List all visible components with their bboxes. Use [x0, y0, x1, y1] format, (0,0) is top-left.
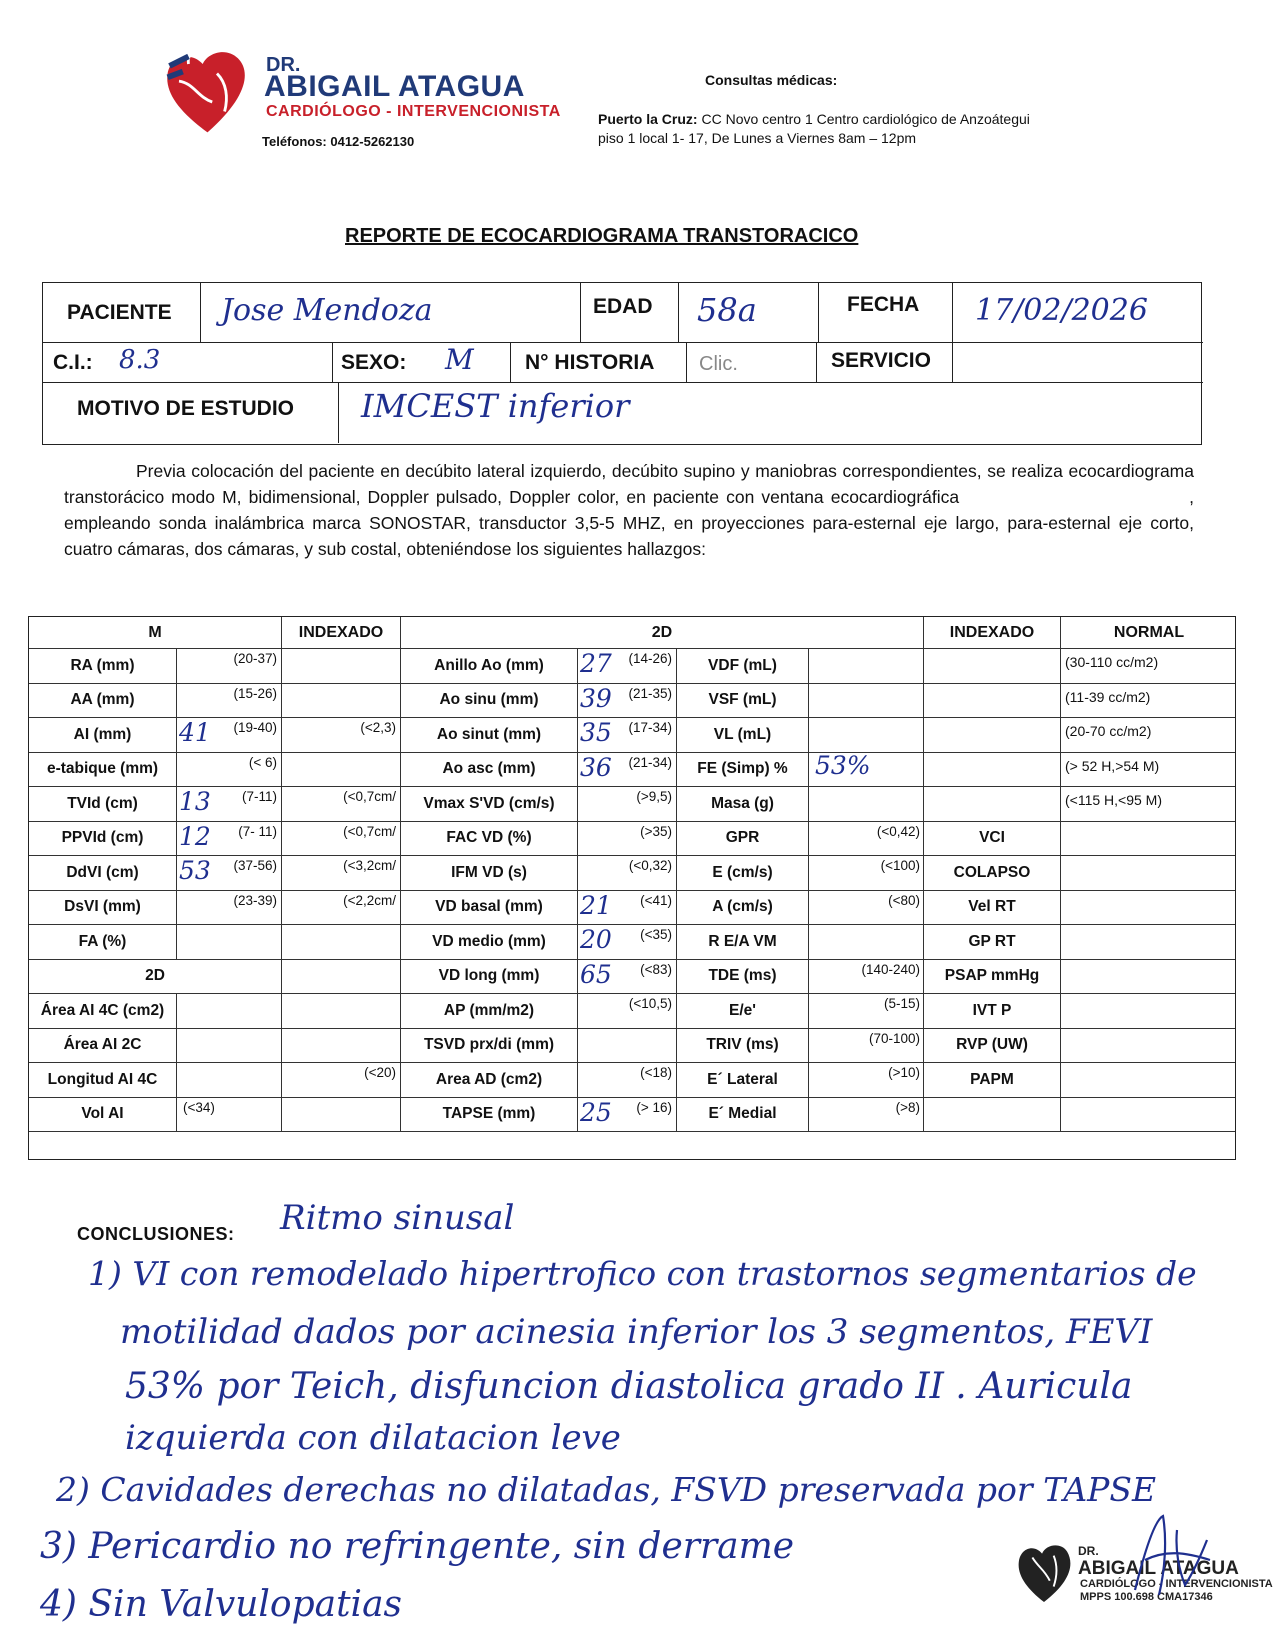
vci-label: PAPM	[924, 1063, 1061, 1098]
twod-left-indexed	[282, 994, 400, 996]
doctor-phone: Teléfonos: 0412-5262130	[262, 134, 415, 149]
twod-mid-value-cell[interactable]	[578, 1098, 677, 1133]
twod-mid-range: (>35)	[640, 823, 672, 839]
address-city: Puerto la Cruz:	[598, 111, 698, 127]
twod-right-label: E´ Medial	[677, 1098, 809, 1133]
blank-cell	[924, 1098, 1061, 1133]
twod-mid-range: (<83)	[640, 961, 672, 977]
normal-blank-cell[interactable]	[1061, 925, 1236, 960]
twod-mid-value: 25	[580, 1097, 612, 1127]
twod-left-label: Longitud AI 4C	[29, 1063, 177, 1098]
twod-mid-label: Ao sinut (mm)	[401, 718, 578, 753]
twod-left-indexed-cell[interactable]	[282, 1063, 401, 1098]
doctor-name: ABIGAIL ATAGUA	[264, 70, 525, 103]
measurements-table	[28, 616, 1236, 1160]
twod-left-range	[177, 994, 281, 996]
twod-left-range	[177, 1063, 281, 1065]
m-row-value-cell[interactable]	[177, 787, 282, 822]
age-value: 58a	[697, 291, 757, 329]
twod-right-range: (<0,42)	[876, 823, 920, 839]
twod-right-value-cell[interactable]	[809, 750, 924, 788]
twod-mid-value-cell[interactable]	[578, 753, 677, 788]
twod-mid-value-cell[interactable]	[578, 960, 677, 995]
twod-right-range: (>10)	[888, 1065, 920, 1080]
twod-right-range: (140-240)	[861, 961, 920, 977]
m-row-range: (20-37)	[233, 651, 277, 666]
twod-mid-range: (> 16)	[636, 1099, 672, 1115]
twod-mid-range: (<10,5)	[628, 996, 672, 1011]
ci-label: C.I.:	[53, 351, 93, 374]
vci-label: IVT P	[924, 994, 1061, 1029]
m-row-indexed	[282, 684, 400, 686]
twod-mid-value-cell[interactable]	[578, 856, 677, 891]
twod-right-range-cell	[809, 1029, 924, 1064]
twod-right-label: E´ Lateral	[677, 1063, 809, 1098]
twod-right-range-cell	[809, 891, 924, 926]
normal-cell: (30-110 cc/m2)	[1061, 649, 1236, 684]
m-row-label: AA (mm)	[29, 684, 177, 719]
history-label: N° HISTORIA	[525, 351, 655, 374]
twod-mid-range: (21-35)	[628, 685, 672, 701]
twod-right-range-cell	[809, 1098, 924, 1133]
twod-right-label: TDE (ms)	[677, 960, 809, 995]
blank-cell	[282, 960, 401, 995]
conclusion-line: 3) Pericardio no refringente, sin derrame	[40, 1526, 795, 1567]
m-row-range: (15-26)	[233, 685, 277, 701]
heart-logo-icon	[160, 45, 255, 140]
m-row-range: (< 6)	[248, 754, 277, 770]
date-label: FECHA	[847, 293, 920, 316]
normal-blank-cell[interactable]	[1061, 856, 1236, 891]
twod-mid-label: Ao sinu (mm)	[401, 684, 578, 719]
m-row-indexed: (<0,7cm/	[343, 789, 396, 804]
twod-right-value-cell[interactable]	[809, 649, 924, 684]
twod-mid-value-cell[interactable]	[578, 822, 677, 857]
twod-mid-value: 36	[580, 752, 612, 782]
twod-right-value: 53%	[815, 750, 871, 780]
m-row-value-cell[interactable]	[177, 753, 282, 788]
vci-label: COLAPSO	[924, 856, 1061, 891]
m-row-value-cell[interactable]	[177, 925, 282, 960]
twod-right-range-cell	[809, 822, 924, 857]
twod-right-value-cell[interactable]	[809, 718, 924, 753]
m-row-value-cell[interactable]	[177, 856, 282, 891]
normal-cell: (<115 H,<95 M)	[1061, 787, 1236, 822]
intro-part-2: , empleando sonda inalámbrica marca SONOSTAR, transductor 3,5-5 MHZ, en proyecciones para-esternal eje largo, para-esternal eje corto, cuatro cámaras, dos cámaras, y sub costal, obteniéndose los siguientes hallazgos:	[64, 487, 1194, 559]
m-row-range	[177, 925, 281, 927]
reason-value-cell[interactable]	[339, 383, 1203, 443]
conclusion-line: motilidad dados por acinesia inferior los 3 segmentos, FEVI	[120, 1312, 1153, 1352]
twod-left-indexed	[282, 1098, 400, 1100]
normal-blank-cell[interactable]	[1061, 994, 1236, 1029]
vci-label: GP RT	[924, 925, 1061, 960]
twod-mid-value-cell[interactable]	[578, 1063, 677, 1098]
twod-mid-value-cell[interactable]	[578, 891, 677, 926]
twod-mid-range: (<35)	[640, 927, 672, 942]
twod-left-indexed-cell[interactable]	[282, 994, 401, 1029]
twod-mid-value-cell[interactable]	[578, 994, 677, 1029]
address-line-2: piso 1 local 1- 17, De Lunes a Viernes 8am – 12pm	[598, 130, 917, 146]
stamp-specialty: CARDIÓLOGO - INTERVENCIONISTA	[1080, 1578, 1273, 1590]
twod-mid-label: Vmax S'VD (cm/s)	[401, 787, 578, 822]
conclusion-line: 53% por Teich, disfuncion diastolica grado II . Auricula	[125, 1366, 1133, 1407]
twod-right-range: (70-100)	[868, 1030, 920, 1046]
sex-cell[interactable]	[333, 343, 511, 383]
m-row-indexed-cell[interactable]	[282, 684, 401, 719]
consult-title: Consultas médicas:	[705, 72, 838, 88]
service-label: SERVICIO	[831, 349, 931, 372]
header-normal: NORMAL	[1061, 617, 1236, 649]
vci-label: PSAP mmHg	[924, 960, 1061, 995]
twod-mid-range: (<0,32)	[628, 858, 672, 873]
twod-right-range-cell	[809, 994, 924, 1029]
normal-blank-cell[interactable]	[1061, 960, 1236, 995]
patient-label: PACIENTE	[67, 301, 172, 324]
intro-part-1: Previa colocación del paciente en decúbito lateral izquierdo, decúbito supino y maniobras correspondientes, se realiza ecocardiograma transtorácico modo M, bidimensional, Doppler pulsado, Doppler color, en paciente con ventana ecocardiográfica	[64, 461, 1194, 507]
twod-mid-label: VD long (mm)	[401, 960, 578, 995]
history-label-cell	[511, 343, 687, 383]
m-row-range: (23-39)	[233, 892, 277, 908]
normal-blank-cell[interactable]	[1061, 1063, 1236, 1098]
twod-mid-label: FAC VD (%)	[401, 822, 578, 857]
reason-value: IMCEST inferior	[361, 387, 630, 425]
report-title: REPORTE DE ECOCARDIOGRAMA TRANSTORACICO	[345, 225, 859, 247]
twod-mid-label: AP (mm/m2)	[401, 994, 578, 1029]
twod-mid-value: 65	[580, 959, 612, 989]
twod-mid-label: IFM VD (s)	[401, 856, 578, 891]
twod-left-label: Área AI 4C (cm2)	[29, 994, 177, 1029]
twod-mid-label: Ao asc (mm)	[401, 753, 578, 788]
conclusion-line: 4) Sin Valvulopatias	[40, 1584, 403, 1625]
patient-name: Jose Mendoza	[221, 293, 433, 328]
patient-name-cell[interactable]	[201, 283, 581, 343]
m-row-value-cell[interactable]	[177, 649, 282, 684]
twod-mid-range: (<18)	[640, 1065, 672, 1080]
m-row-value: 53	[179, 856, 211, 885]
m-row-indexed	[282, 753, 400, 755]
m-row-value-cell[interactable]	[177, 718, 282, 753]
m-row-value: 12	[179, 821, 211, 851]
twod-subheader: 2D	[29, 960, 282, 995]
twod-mid-value: 20	[580, 925, 612, 954]
twod-left-value-cell[interactable]	[177, 994, 282, 1029]
indexed-2-cell[interactable]	[924, 649, 1061, 684]
reason-label: MOTIVO DE ESTUDIO	[77, 397, 295, 420]
m-row-indexed-cell[interactable]	[282, 891, 401, 926]
normal-cell: (11-39 cc/m2)	[1061, 684, 1236, 719]
m-row-label: RA (mm)	[29, 649, 177, 684]
twod-right-value-cell[interactable]	[809, 787, 924, 822]
vci-label: Vel RT	[924, 891, 1061, 926]
m-row-indexed-cell[interactable]	[282, 856, 401, 891]
twod-mid-value-cell[interactable]	[578, 787, 677, 822]
twod-mid-value-cell[interactable]	[578, 925, 677, 960]
m-row-value-cell[interactable]	[177, 822, 282, 857]
twod-mid-range: (>9,5)	[636, 789, 672, 804]
m-row-label: DdVI (cm)	[29, 856, 177, 891]
twod-left-value-cell[interactable]	[177, 1098, 282, 1133]
consult-address	[598, 110, 1058, 148]
twod-right-label: VSF (mL)	[677, 684, 809, 719]
conclusions-label: CONCLUSIONES:	[77, 1224, 235, 1244]
twod-left-indexed	[282, 1029, 400, 1031]
normal-blank-cell[interactable]	[1061, 1029, 1236, 1064]
twod-right-label: E/e'	[677, 994, 809, 1029]
m-row-indexed: (<2,2cm/	[343, 892, 396, 908]
signature	[1115, 1510, 1225, 1600]
stamp-license: MPPS 100.698 CMA17346	[1080, 1591, 1213, 1603]
twod-mid-range	[578, 1029, 676, 1031]
indexed-2-cell[interactable]	[924, 684, 1061, 719]
twod-mid-value-cell[interactable]	[578, 684, 677, 719]
address-line-1: CC Novo centro 1 Centro cardiológico de Anzoátegui	[697, 111, 1030, 127]
twod-left-indexed-cell[interactable]	[282, 1098, 401, 1133]
m-row-indexed	[282, 649, 400, 651]
ci-value: 8.3	[119, 345, 161, 375]
twod-right-label: VDF (mL)	[677, 649, 809, 684]
indexed-2-cell[interactable]	[924, 753, 1061, 788]
sex-value: M	[445, 343, 474, 376]
twod-mid-value-cell[interactable]	[578, 649, 677, 684]
m-row-value: 13	[179, 787, 211, 816]
m-row-value: 41	[179, 718, 211, 747]
vci-label: VCI	[924, 822, 1061, 857]
stamp-doctor-name: ABIGAIL ATAGUA	[1078, 1558, 1239, 1579]
date-label-cell	[819, 283, 953, 343]
normal-cell: (> 52 H,>54 M)	[1061, 753, 1236, 788]
service-label-cell	[817, 343, 953, 383]
twod-right-range: (<80)	[888, 892, 920, 908]
doctor-specialty: CARDIÓLOGO - INTERVENCIONISTA	[266, 103, 561, 120]
header-indexado-2: INDEXADO	[924, 617, 1061, 649]
twod-right-label: E (cm/s)	[677, 856, 809, 891]
twod-mid-value: 21	[580, 890, 612, 920]
ci-cell[interactable]	[43, 343, 333, 383]
m-row-indexed-cell[interactable]	[282, 787, 401, 822]
vci-label: RVP (UW)	[924, 1029, 1061, 1064]
m-row-indexed-cell[interactable]	[282, 718, 401, 753]
m-row-indexed-cell[interactable]	[282, 649, 401, 684]
twod-left-value-cell[interactable]	[177, 1029, 282, 1064]
conclusion-line: 2) Cavidades derechas no dilatadas, FSVD preservada por TAPSE	[56, 1470, 1157, 1509]
m-row-value-cell[interactable]	[177, 684, 282, 719]
age-label: EDAD	[593, 295, 653, 318]
header-indexado: INDEXADO	[282, 617, 401, 649]
patient-info-table	[42, 282, 1202, 445]
m-row-indexed: (<3,2cm/	[343, 858, 396, 873]
twod-mid-value-cell[interactable]	[578, 718, 677, 753]
m-row-value-cell[interactable]	[177, 891, 282, 926]
normal-cell: (20-70 cc/m2)	[1061, 718, 1236, 753]
patient-label-cell	[43, 283, 201, 343]
m-row-label: FA (%)	[29, 925, 177, 960]
twod-left-range	[177, 1029, 281, 1031]
m-row-indexed: (<0,7cm/	[343, 823, 396, 839]
m-row-indexed-cell[interactable]	[282, 753, 401, 788]
m-row-range: (7- 11)	[238, 823, 277, 839]
twod-right-value-cell[interactable]	[809, 684, 924, 719]
twod-right-label: A (cm/s)	[677, 891, 809, 926]
conclusion-line: 1) VI con remodelado hipertrofico con trastornos segmentarios de	[88, 1254, 1197, 1293]
twod-mid-label: TSVD prx/di (mm)	[401, 1029, 578, 1064]
twod-right-label: FE (Simp) %	[677, 753, 809, 788]
twod-right-range-cell	[809, 1063, 924, 1098]
age-value-cell[interactable]	[679, 283, 819, 343]
twod-mid-value-cell[interactable]	[578, 1029, 677, 1064]
twod-right-range-cell	[809, 856, 924, 891]
twod-left-label: Área AI 2C	[29, 1029, 177, 1064]
twod-mid-value: 39	[580, 683, 612, 713]
twod-mid-label: VD basal (mm)	[401, 891, 578, 926]
twod-right-label: VL (mL)	[677, 718, 809, 753]
normal-blank-cell[interactable]	[1061, 1098, 1236, 1133]
m-row-label: DsVI (mm)	[29, 891, 177, 926]
twod-mid-range: (14-26)	[628, 651, 672, 666]
m-row-indexed-cell[interactable]	[282, 822, 401, 857]
twod-left-value-cell[interactable]	[177, 1063, 282, 1098]
twod-right-label: Masa (g)	[677, 787, 809, 822]
m-row-range: (19-40)	[233, 720, 277, 735]
date-value: 17/02/2026	[975, 293, 1148, 328]
twod-mid-label: TAPSE (mm)	[401, 1098, 578, 1133]
header-m: M	[29, 617, 282, 649]
twod-mid-label: Anillo Ao (mm)	[401, 649, 578, 684]
twod-left-label: Vol AI	[29, 1098, 177, 1133]
twod-mid-label: Area AD (cm2)	[401, 1063, 578, 1098]
m-row-range: (7-11)	[241, 789, 277, 804]
m-row-label: PPVId (cm)	[29, 822, 177, 857]
doctor-prefix: DR.	[266, 54, 301, 76]
indexed-2-cell[interactable]	[924, 718, 1061, 753]
age-label-cell	[581, 283, 679, 343]
normal-blank-cell[interactable]	[1061, 891, 1236, 926]
twod-right-range-cell	[809, 960, 924, 995]
m-row-label: AI (mm)	[29, 718, 177, 753]
twod-right-range: (>8)	[895, 1099, 920, 1115]
twod-mid-value: 35	[580, 718, 612, 747]
twod-right-range: (5-15)	[883, 996, 920, 1011]
header-2d: 2D	[401, 617, 924, 649]
twod-mid-range: (17-34)	[628, 720, 672, 735]
twod-left-range: (<34)	[183, 1099, 215, 1115]
twod-right-label: TRIV (ms)	[677, 1029, 809, 1064]
m-row-range: (37-56)	[233, 858, 277, 873]
twod-left-indexed-cell[interactable]	[282, 1029, 401, 1064]
twod-left-indexed: (<20)	[364, 1065, 396, 1080]
m-row-indexed: (<2,3)	[360, 720, 396, 735]
m-row-indexed	[282, 925, 400, 927]
m-row-label: e-tabique (mm)	[29, 753, 177, 788]
stamp-prefix: DR.	[1078, 1544, 1099, 1558]
history-placeholder: Clic.	[699, 353, 738, 375]
sex-label: SEXO:	[341, 351, 407, 374]
m-row-label: TVId (cm)	[29, 787, 177, 822]
twod-right-range: (<100)	[880, 858, 920, 873]
m-row-indexed-cell[interactable]	[282, 925, 401, 960]
twod-right-range	[809, 925, 924, 927]
conclusion-line: izquierda con dilatacion leve	[125, 1418, 621, 1458]
twod-right-label: GPR	[677, 822, 809, 857]
twod-mid-range: (<41)	[640, 892, 672, 908]
twod-mid-range: (21-34)	[628, 754, 672, 770]
intro-paragraph	[64, 458, 1194, 562]
service-value-cell[interactable]	[953, 343, 1203, 383]
history-value-cell[interactable]	[687, 343, 817, 383]
normal-blank-cell[interactable]	[1061, 822, 1236, 857]
twod-mid-label: VD medio (mm)	[401, 925, 578, 960]
stamp-heart-icon	[1015, 1540, 1073, 1606]
indexed-2-cell[interactable]	[924, 787, 1061, 822]
conclusion-line: Ritmo sinusal	[280, 1198, 515, 1238]
twod-mid-value: 27	[580, 649, 612, 678]
date-value-cell[interactable]	[953, 283, 1203, 343]
twod-right-range-cell	[809, 925, 924, 960]
reason-label-cell	[43, 383, 339, 443]
twod-right-label: R E/A VM	[677, 925, 809, 960]
